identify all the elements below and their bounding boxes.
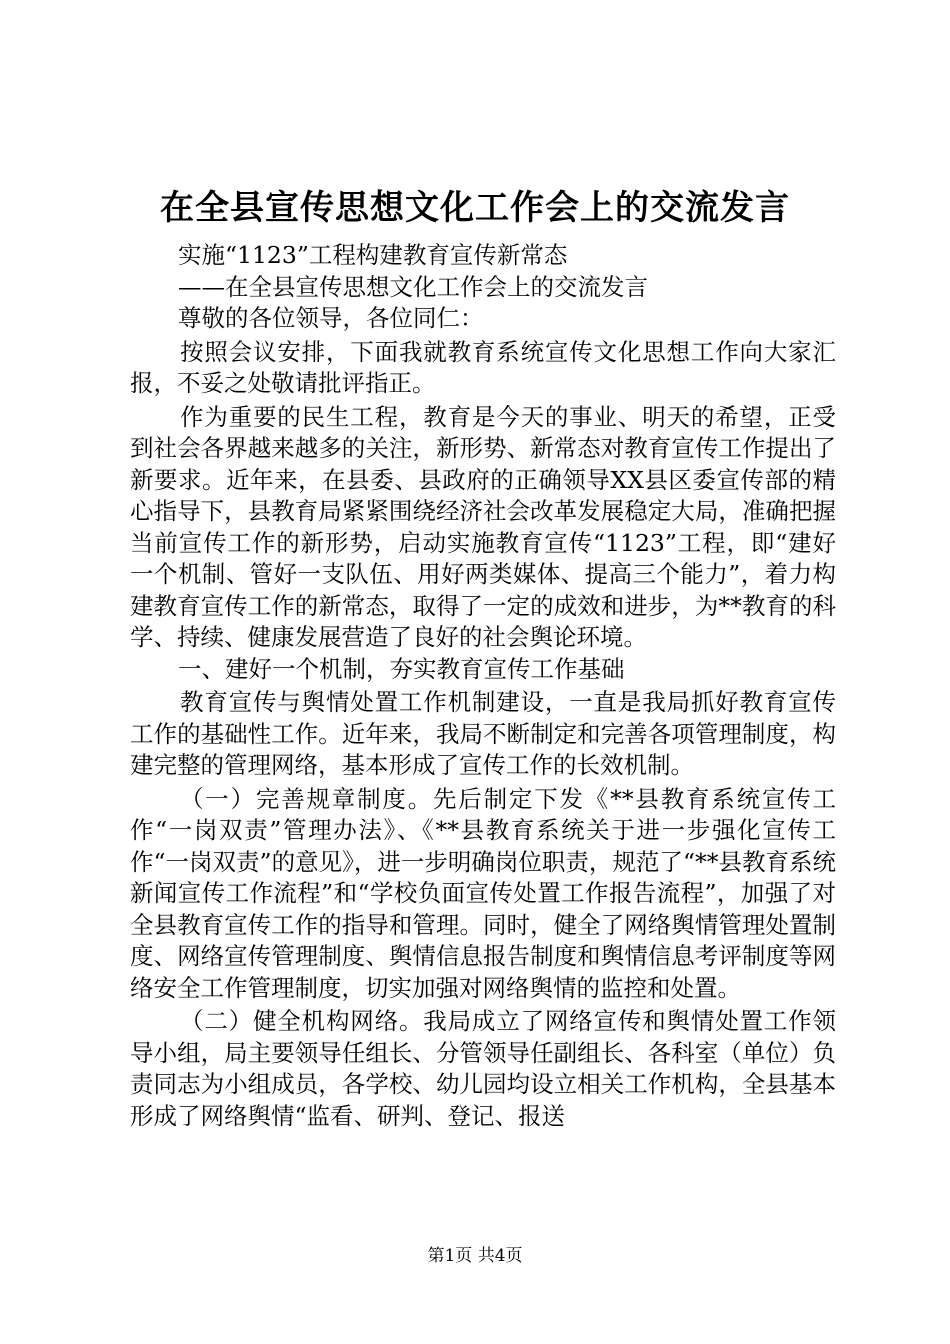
- salutation: 尊敬的各位领导，各位同仁：: [178, 304, 484, 332]
- paragraph-subsection-2: （二）健全机构网络。我局成立了网络宣传和舆情处置工作领导小组，局主要领导任组长、分管领导任副组长、各科室（单位）负责同志为小组成员，各学校、幼儿园均设立相关工作机构，全县基本形成了网络舆情“监看、研判、登记、报送: [130, 1007, 836, 1130]
- document-subtitle: 实施“1123”工程构建教育宣传新常态: [178, 241, 568, 269]
- document-body: [130, 240, 836, 1132]
- paragraph-subsection-1: （一）完善规章制度。先后制定下发《**县教育系统宣传工作“一岗双责”管理办法》、《**县教育系统关于进一步强化宣传工作“一岗双责”的意见》，进一步明确岗位职责，规范了“**县教育系统新闻宣传工作流程”和“学校负面宣传处置工作报告流程”，加强了对全县教育宣传工作的指导和管理。同时，健全了网络舆情管理处置制度、网络宣传管理制度、舆情信息报告制度和舆情信息考评制度等网络安全工作管理制度，切实加强对网络舆情的监控和处置。: [130, 784, 836, 1002]
- document-title: 在全县宣传思想文化工作会上的交流发言: [160, 188, 790, 228]
- paragraph-section-1: 教育宣传与舆情处置工作机制建设，一直是我局抓好教育宣传工作的基础性工作。近年来，我局不断制定和完善各项管理制度，构建完整的管理网络，基本形成了宣传工作的长效机制。: [130, 688, 836, 779]
- document-subtitle-secondary: ——在全县宣传思想文化工作会上的交流发言: [178, 272, 648, 301]
- paragraph-background: 作为重要的民生工程，教育是今天的事业、明天的希望，正受到社会各界越来越多的关注，新形势、新常态对教育宣传工作提出了新要求。近年来，在县委、县政府的正确领导XX县区委宣传部的精心指导下，县教育局紧紧围绕经济社会改革发展稳定大局，准确把握当前宣传工作的新形势，启动实施教育宣传“1123”工程，即“建好一个机制、管好一支队伍、用好两类媒体、提高三个能力”，着力构建教育宣传工作的新常态，取得了一定的成效和进步，为**教育的科学、持续、健康发展营造了良好的社会舆论环境。: [130, 402, 836, 651]
- section-heading-1: 一、建好一个机制，夯实教育宣传工作基础: [178, 654, 625, 683]
- page-number: 第1页 共4页: [427, 1246, 523, 1266]
- paragraph-intro: 按照会议安排，下面我就教育系统宣传文化思想工作向大家汇报，不妥之处敬请批评指正。: [130, 337, 836, 397]
